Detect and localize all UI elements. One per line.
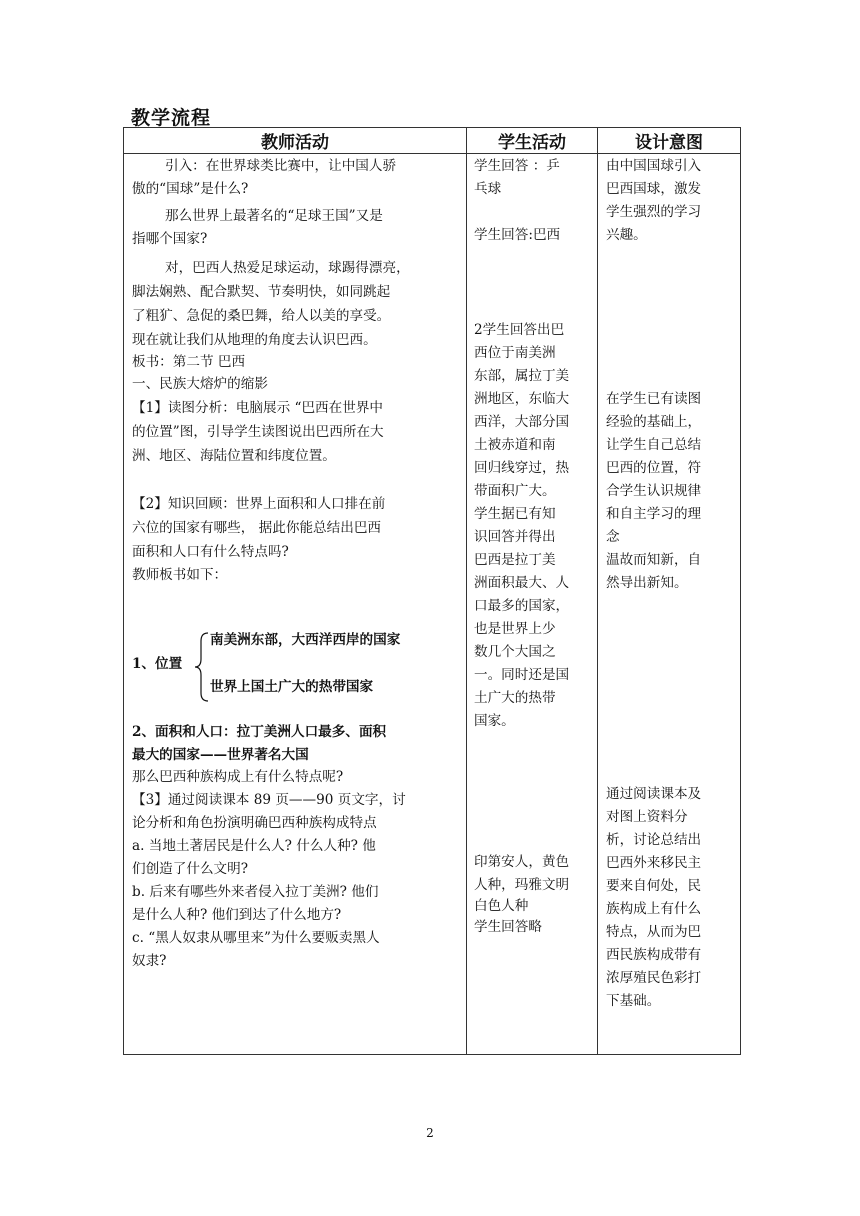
- student-text-line: 学生回答:巴西: [474, 227, 561, 243]
- teacher-text-line: 的位置”图，引导学生读图说出巴西所在大: [132, 424, 384, 440]
- position-item-b: 世界上国土广大的热带国家: [210, 679, 374, 695]
- teaching-flow-table: [123, 127, 741, 1055]
- teacher-text-line: 对，巴西人热爱足球运动，球踢得漂亮，: [165, 260, 410, 276]
- design-text-line: 下基础。: [606, 993, 661, 1009]
- design-text-line: 通过阅读课本及: [606, 786, 702, 802]
- teacher-text-line: 【2】知识回顾：世界上面积和人口排在前: [132, 496, 386, 512]
- teacher-text-line: c. “黑人奴隶从哪里来”为什么要贩卖黑人: [132, 930, 380, 946]
- teacher-text-line: 指哪个国家?: [132, 231, 208, 247]
- teacher-text-line: 奴隶?: [132, 953, 167, 969]
- design-text-line: 在学生已有读图: [606, 391, 702, 407]
- design-text-line: 经验的基础上，: [606, 414, 702, 430]
- design-text-line: 念: [606, 529, 620, 545]
- teacher-text-line: 那么世界上最著名的“足球王国”又是: [165, 208, 383, 224]
- teacher-text-line: 那么巴西种族构成上有什么特点呢?: [132, 769, 344, 785]
- teacher-text-line: 引入：在世界球类比赛中，让中国人骄: [165, 158, 397, 174]
- teacher-text-line: 脚法娴熟、配合默契、节奏明快，如同跳起: [132, 284, 391, 300]
- design-text-line: 巴西外来移民主: [606, 855, 702, 871]
- design-text-line: 对图上资料分: [606, 809, 688, 825]
- design-text-line: 学生强烈的学习: [606, 204, 702, 220]
- table-header-row: [124, 128, 741, 154]
- design-text-line: 由中国国球引入: [606, 158, 702, 174]
- page-number: 2: [426, 1126, 434, 1140]
- design-text-line: 合学生认识规律: [606, 483, 702, 499]
- design-text-line: 让学生自己总结: [606, 437, 702, 453]
- brace-icon: [194, 631, 210, 703]
- design-text-line: 然导出新知。: [606, 575, 688, 591]
- student-text-line: 也是世界上少: [474, 621, 556, 637]
- design-text-line: 析，讨论总结出: [606, 832, 702, 848]
- teacher-text-line: 一、民族大熔炉的缩影: [132, 376, 268, 392]
- student-text-line: 西洋，大部分国: [474, 414, 570, 430]
- student-text-line: 印第安人，黄色: [474, 854, 570, 870]
- teacher-text-line: 论分析和角色扮演明确巴西种族构成特点: [132, 815, 377, 831]
- header-design-intent: 设计意图: [598, 128, 741, 154]
- student-text-line: 土广大的热带: [474, 690, 556, 706]
- teacher-text-line: 了粗犷、急促的桑巴舞，给人以美的享受。: [132, 308, 391, 324]
- teacher-activity-cell: [124, 154, 467, 1055]
- student-text-line: 乓球: [474, 181, 502, 197]
- header-teacher-activity: 教师活动: [124, 128, 467, 154]
- student-text-line: 回归线穿过，热: [474, 460, 570, 476]
- student-text-line: 国家。: [474, 713, 515, 729]
- design-intent-cell: [598, 154, 741, 1055]
- teacher-text-line: b. 后来有哪些外来者侵入拉丁美洲? 他们: [132, 884, 379, 900]
- design-text-line: 温故而知新，自: [606, 552, 702, 568]
- teacher-text-line: 傲的“国球”是什么?: [132, 181, 249, 197]
- area-population-line2: 最大的国家——世界著名大国: [132, 747, 309, 763]
- student-text-line: 西位于南美洲: [474, 345, 556, 361]
- teacher-text-line: 面积和人口有什么特点吗?: [132, 544, 289, 560]
- teacher-text-line: 六位的国家有哪些， 据此你能总结出巴西: [132, 520, 382, 536]
- student-text-line: 学生回答略: [474, 919, 542, 935]
- student-text-line: 人种，玛雅文明: [474, 877, 570, 893]
- student-text-line: 巴西是拉丁美: [474, 552, 556, 568]
- teacher-text-line: a. 当地土著居民是什么人? 什么人种? 他: [132, 838, 376, 854]
- design-text-line: 要来自何处，民: [606, 878, 702, 894]
- header-student-activity: 学生活动: [467, 128, 598, 154]
- student-text-line: 洲面积最大、人: [474, 575, 570, 591]
- student-text-line: 学生据已有知: [474, 506, 556, 522]
- student-text-line: 土被赤道和南: [474, 437, 556, 453]
- student-text-line: 一。同时还是国: [474, 667, 570, 683]
- student-text-line: 2学生回答出巴: [474, 322, 565, 338]
- student-text-line: 带面积广大。: [474, 483, 556, 499]
- area-population-line1: 2、面积和人口：拉丁美洲人口最多、面积: [132, 724, 387, 740]
- student-text-line: 白色人种: [474, 898, 529, 914]
- design-text-line: 巴西的位置，符: [606, 460, 702, 476]
- teacher-text-line: 板书：第二节 巴西: [132, 354, 246, 370]
- design-text-line: 特点，从而为巴: [606, 924, 702, 940]
- position-item-a: 南美洲东部，大西洋西岸的国家: [210, 632, 401, 648]
- student-text-line: 识回答并得出: [474, 529, 556, 545]
- design-text-line: 兴趣。: [606, 227, 647, 243]
- position-label: 1、位置: [132, 656, 183, 672]
- student-text-line: 学生回答 ：乒: [474, 158, 560, 174]
- design-text-line: 巴西国球，激发: [606, 181, 702, 197]
- teacher-text-line: 【3】通过阅读课本 89 页——90 页文字，讨: [132, 792, 406, 808]
- teacher-text-line: 现在就让我们从地理的角度去认识巴西。: [132, 332, 377, 348]
- design-text-line: 浓厚殖民色彩打: [606, 970, 702, 986]
- design-text-line: 和自主学习的理: [606, 506, 702, 522]
- section-title: 教学流程: [131, 107, 212, 129]
- teacher-text-line: 教师板书如下：: [132, 567, 228, 583]
- student-text-line: 口最多的国家，: [474, 598, 570, 614]
- student-text-line: 数几个大国之: [474, 644, 556, 660]
- table-body-row: [124, 154, 741, 1055]
- design-text-line: 西民族构成带有: [606, 947, 702, 963]
- teacher-text-line: 是什么人种? 他们到达了什么地方?: [132, 907, 342, 923]
- student-text-line: 东部，属拉丁美: [474, 368, 570, 384]
- teacher-text-line: 洲、地区、海陆位置和纬度位置。: [132, 448, 336, 464]
- teacher-text-line: 们创造了什么文明?: [132, 861, 249, 877]
- design-text-line: 族构成上有什么: [606, 901, 702, 917]
- student-text-line: 洲地区，东临大: [474, 391, 570, 407]
- teacher-text-line: 【1】读图分析：电脑展示 “巴西在世界中: [132, 400, 384, 416]
- student-activity-cell: [467, 154, 598, 1055]
